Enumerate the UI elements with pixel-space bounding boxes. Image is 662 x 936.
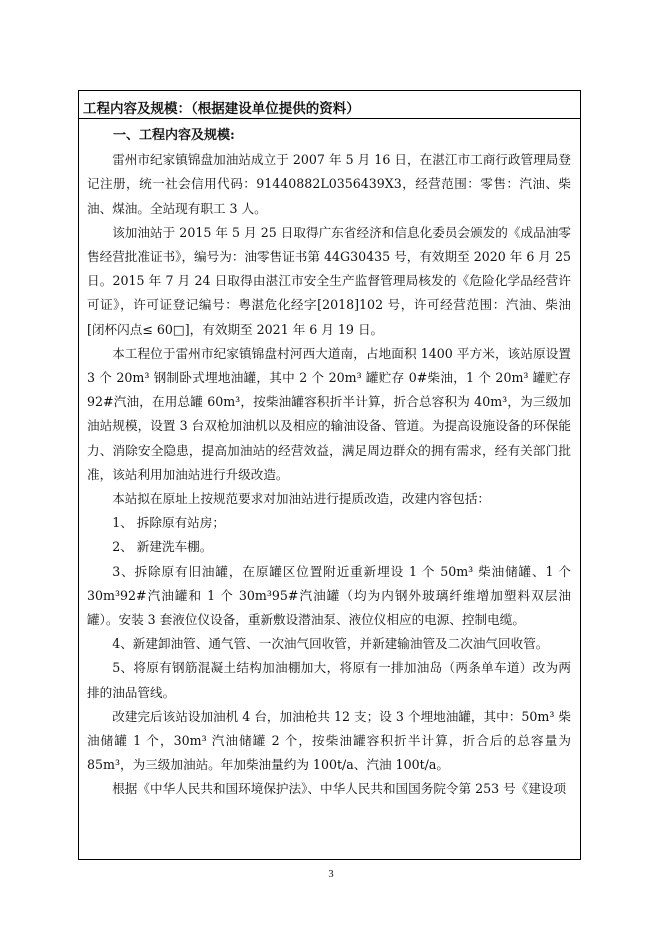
list-item-4: 4、新建卸油管、通气管、一次油气回收管，并新建输油管及二次油气回收管。 — [112, 636, 549, 652]
list-item-1: 1、 拆除原有站房； — [112, 515, 225, 531]
paragraph-company-info: 雷州市纪家镇锦盘加油站成立于 2007 年 5 月 16 日，在湛江市工商行政管理局登记注册，统一社会信用代码：91440882L0356439X3，经营范围：零售：汽油、柴油、煤油。全站现有职工 3 人。 — [87, 152, 571, 216]
list-item-5: 5、将原有钢筋混凝土结构加油棚加大，将原有一排加油岛（两条单车道）改为两排的油品管线。 — [87, 660, 571, 700]
document-body — [79, 119, 580, 802]
table-heading: 工程内容及规模：（根据建设单位提供的资料） — [79, 91, 580, 119]
paragraph-licenses: 该加油站于 2015 年 5 月 25 日取得广东省经济和信息化委员会颁发的《成品油零售经营批准证书》，编号为：油零售证书第 44G30435 号，有效期至 2020 年 6 月 25 日。2015 年 7 月 24 日取得由湛江市安全生产监督管理局核发的《危险化学品经营许可证》，许可证登记编号：粤湛危化经字[2018]102 号，许可经营范围：汽油、柴油[闭杯闪点≤ 60□]，有效期至 2021 年 6 月 19 日。 — [87, 224, 571, 337]
paragraph-renovation-intro: 本站拟在原址上按规范要求对加油站进行提质改造，改建内容包括： — [112, 491, 490, 507]
list-item-3: 3、拆除原有旧油罐，在原罐区位置附近重新埋设 1 个 50m³ 柴油储罐、1 个 30m³92#汽油罐和 1 个 30m³95#汽油罐（均为内钢外玻璃纤维增加塑料双层油罐）。安装 3 套液位仪设备，重新敷设潜油泵、液位仪相应的电源、控制电缆。 — [87, 563, 571, 628]
page-number: 3 — [328, 869, 334, 880]
list-item-2: 2、 新建洗车棚。 — [112, 539, 213, 555]
paragraph-after-renovation: 改建完后该站设加油机 4 台，加油枪共 12 支；设 3 个埋地油罐，其中：50m³ 柴油储罐 1 个，30m³ 汽油储罐 2 个，按柴油罐容积折半计算，折合后的总容量为 85m³，为三级加油站。年加柴油量约为 100t/a、汽油 100t/a。 — [87, 708, 571, 773]
content-frame — [78, 90, 581, 860]
paragraph-original-facility: 本工程位于雷州市纪家镇锦盘村河西大道南，占地面积 1400 平方米，该站原设置 3 个 20m³ 钢制卧式埋地油罐，其中 2 个 20m³ 罐贮存 0#柴油，1 个 20m³ 罐贮存 92#汽油，在用总罐 60m³，按柴油罐容积折半计算，折合总容积为 40m³，为三级加油站规模，设置 3 台双枪加油机以及相应的输油设备、管道。为提高设施设备的环保能力、消除安全隐患，提高加油站的经营效益，满足周边群众的拥有需求，经有关部门批准，该站利用加油站进行升级改造。 — [87, 345, 571, 482]
section-heading: 一、工程内容及规模: — [113, 128, 235, 143]
paragraph-legal-basis: 根据《中华人民共和国环境保护法》、中华人民共和国国务院令第 253 号《建设项 — [112, 781, 567, 797]
